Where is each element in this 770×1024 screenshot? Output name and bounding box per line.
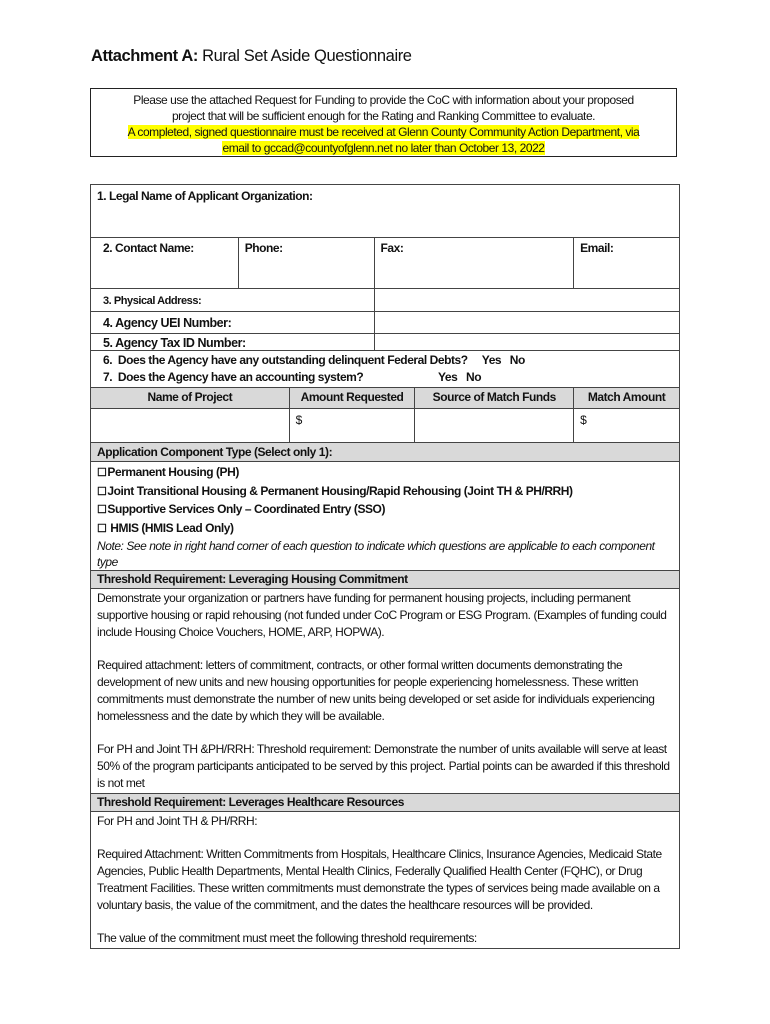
title-bold: Attachment A: (91, 47, 198, 65)
option-sso[interactable]: ☐Supportive Services Only – Coordinated Entry (SSO) (97, 502, 385, 516)
phone-field[interactable]: Phone: (238, 238, 374, 289)
source-match-input[interactable] (415, 409, 574, 443)
delinquent-debt-question[interactable]: 6. Does the Agency have any outstanding delinquent Federal Debts? Yes No (103, 353, 525, 367)
component-note: Note: See note in right hand corner of each question to indicate which questions are applicable to each component type (97, 539, 655, 569)
tax-id-input[interactable] (374, 334, 679, 351)
intro-line-1: Please use the attached Request for Funding to provide the CoC with information about your proposed (133, 93, 634, 107)
match-amount-input[interactable]: $ (574, 409, 680, 443)
threshold-housing-paragraph-2: Required attachment: letters of commitment, contracts, or other formal written documents demonstrating the development of new units and new housing opportunities for people experiencing homelessness. These written commitments must demonstrate the number of new units being developed or set aside for individuals experiencing homelessness and the date by which they will be available. (97, 658, 655, 723)
intro-highlight-1: A completed, signed questionnaire must be received at Glenn County Community Action Department, via (127, 125, 640, 139)
threshold-healthcare-paragraph-1: For PH and Joint TH & PH/RRH: (97, 814, 258, 828)
physical-address-input[interactable] (374, 289, 679, 312)
header-amount-requested: Amount Requested (289, 388, 415, 409)
accounting-system-question[interactable]: 7. Does the Agency have an accounting system? Yes No (103, 370, 482, 384)
uei-input[interactable] (374, 312, 679, 334)
debt-and-accounting-questions (91, 351, 680, 388)
uei-label: 4. Agency UEI Number: (91, 312, 375, 334)
project-name-input[interactable] (91, 409, 290, 443)
contact-name-field[interactable]: 2. Contact Name: (91, 238, 239, 289)
threshold-healthcare-body (91, 812, 680, 949)
header-project-name: Name of Project (91, 388, 290, 409)
checkbox-icon[interactable]: ☐ (97, 485, 107, 498)
amount-requested-input[interactable]: $ (289, 409, 415, 443)
questionnaire-form (90, 184, 680, 949)
physical-address-label: 3. Physical Address: (91, 289, 375, 312)
threshold-healthcare-heading: Threshold Requirement: Leverages Healthcare Resources (91, 794, 680, 812)
instructions-box (90, 88, 677, 157)
threshold-housing-heading: Threshold Requirement: Leveraging Housing Commitment (91, 571, 680, 589)
intro-highlight-2: email to gccad@countyofglenn.net no later than October 13, 2022 (222, 141, 545, 155)
checkbox-icon[interactable]: ☐ (97, 467, 107, 479)
legal-name-field[interactable]: 1. Legal Name of Applicant Organization: (91, 185, 680, 238)
threshold-housing-body (91, 589, 680, 794)
component-options (91, 462, 680, 571)
component-type-heading: Application Component Type (Select only 1): (91, 443, 680, 462)
intro-line-2: project that will be sufficient enough for the Rating and Ranking Committee to evaluate. (171, 109, 596, 123)
header-match-amount: Match Amount (574, 388, 680, 409)
threshold-healthcare-paragraph-2: Required Attachment: Written Commitments from Hospitals, Healthcare Clinics, Insurance Agencies, Medicaid State Agencies, Public Health Departments, Mental Health Clinics, Federally Qualified Health Center (FQHC), or Drug Treatment Facilities. These written commitments must demonstrate the types of services being made available on a voluntary basis, the value of the commitment, and the dates the healthcare resources will be provided. (97, 847, 662, 912)
fax-field[interactable]: Fax: (374, 238, 574, 289)
threshold-housing-paragraph-1: Demonstrate your organization or partners have funding for permanent housing projects, including permanent supportive housing or rapid rehousing (not funded under CoC Program or ESG Program. (Examples of funding could include Housing Choice Vouchers, HOME, ARP, HOPWA). (97, 591, 667, 639)
checkbox-icon[interactable]: ☐ (97, 522, 107, 535)
option-joint-th-ph-rrh[interactable]: ☐Joint Transitional Housing & Permanent Housing/Rapid Rehousing (Joint TH & PH/RRH) (97, 483, 573, 498)
threshold-healthcare-paragraph-3: The value of the commitment must meet the following threshold requirements: (97, 931, 477, 945)
threshold-housing-paragraph-3: For PH and Joint TH &PH/RRH: Threshold requirement: Demonstrate the number of units available will serve at least 50% of the program participants anticipated to be served by this project. Partial points can be awarded if this threshold is not met (97, 742, 670, 790)
email-field[interactable]: Email: (574, 238, 680, 289)
header-source-match: Source of Match Funds (415, 388, 574, 409)
checkbox-icon[interactable]: ☐ (97, 504, 107, 516)
tax-id-label: 5. Agency Tax ID Number: (91, 334, 375, 351)
option-hmis[interactable]: ☐ HMIS (HMIS Lead Only) (97, 520, 234, 535)
page-title (91, 47, 412, 66)
title-rest: Rural Set Aside Questionnaire (197, 47, 412, 65)
option-permanent-housing[interactable]: ☐Permanent Housing (PH) (97, 465, 239, 479)
